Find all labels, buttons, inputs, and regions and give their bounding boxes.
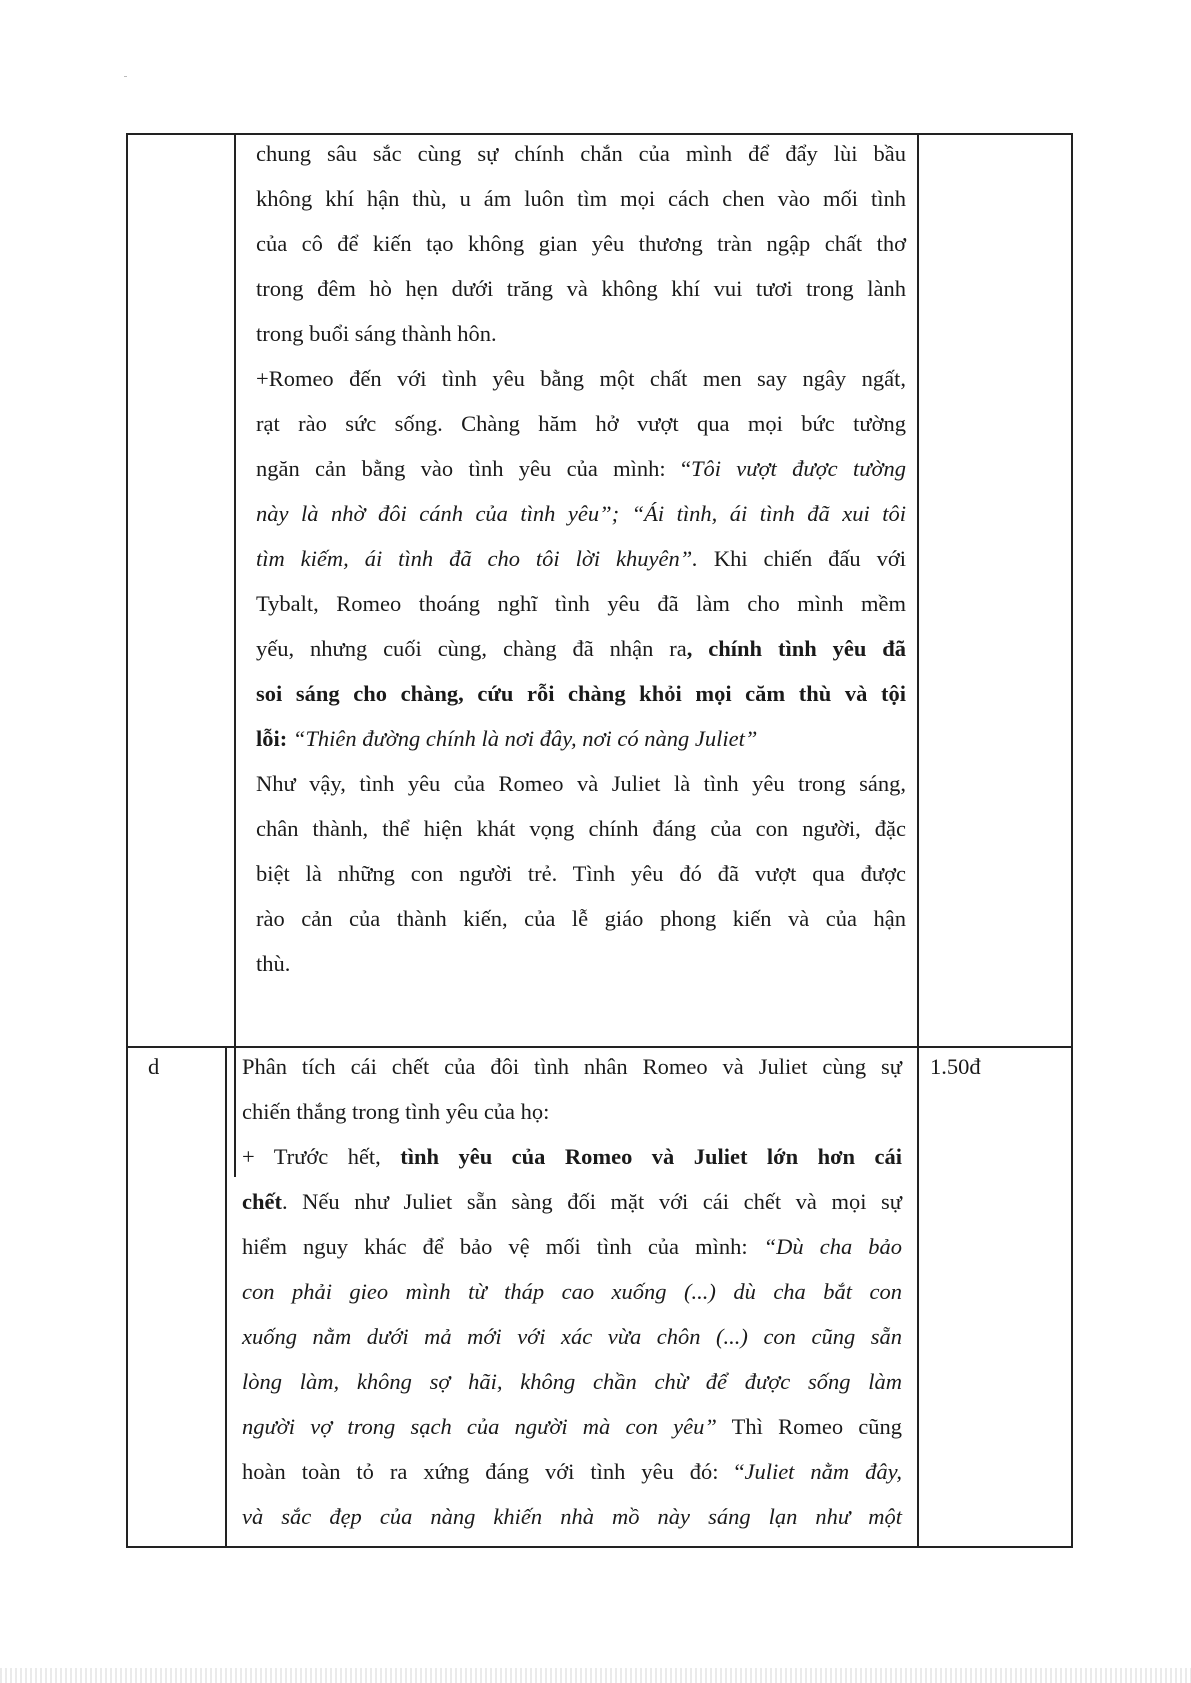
row1-text-segment: thù. [256, 951, 291, 976]
col-left-border [126, 133, 128, 1548]
row2-text-segment: Thì Romeo cũng [716, 1414, 902, 1439]
row1-line [256, 446, 906, 491]
row1-line [256, 761, 906, 806]
row1-text-segment: ngăn cản bằng vào tình yêu của mình: “ [256, 456, 691, 481]
row1-text-segment: rạt rào sức sống. Chàng hăm hở vượt qua mọi bức tường [256, 411, 906, 436]
row1-line [256, 536, 906, 581]
row2-line [242, 1179, 902, 1224]
row1-line [256, 221, 906, 266]
row1-text-segment: Như vậy, tình yêu của Romeo và Juliet là tình yêu trong sáng, [256, 771, 906, 796]
row2-text-segment: . Nếu như Juliet sẵn sàng đối mặt với cái chết và mọi sự [281, 1189, 902, 1214]
row1-text-segment: “Thiên đường chính là nơi đây, nơi có nàng Juliet” [287, 726, 758, 751]
row2-line [242, 1449, 902, 1494]
row1-text-segment: biệt là những con người trẻ. Tình yêu đó đã vượt qua được [256, 861, 906, 886]
row2-text-segment: hiểm nguy khác để bảo vệ mối tình của mình: [242, 1234, 764, 1259]
row1-text-segment: này là nhờ đôi cánh của tình yêu”; “Ái tình, ái tình đã xui tôi [256, 501, 906, 526]
row1-line [256, 851, 906, 896]
row2-score: 1.50đ [930, 1054, 981, 1079]
col-content-border-left-lower [225, 1046, 227, 1548]
row2-line [242, 1404, 902, 1449]
row1-line [256, 131, 906, 176]
row2-line [242, 1224, 902, 1269]
row1-text-segment: Tybalt, Romeo thoáng nghĩ tình yêu đã làm cho mình mềm [256, 591, 906, 616]
row2-text-segment: và sắc đẹp của nàng khiến nhà mồ này sáng lạn như một [242, 1504, 902, 1529]
row1-line [256, 356, 906, 401]
row2-label: d [148, 1054, 160, 1079]
row1-line [256, 266, 906, 311]
row1-line [256, 581, 906, 626]
col-content-border-left [234, 133, 236, 1177]
row1-line [256, 626, 906, 671]
row1-text-segment: , chính tình yêu đã [686, 636, 907, 661]
row1-text-segment: rào cản của thành kiến, của lễ giáo phong kiến và của hận [256, 906, 906, 931]
row2-text-segment: + Trước hết, [242, 1144, 401, 1169]
row2-line [242, 1359, 902, 1404]
row2-line [242, 1314, 902, 1359]
scan-mark [124, 76, 127, 77]
col-score-border-left [917, 133, 919, 1548]
row1-line [256, 806, 906, 851]
scan-bottom-strip [0, 1668, 1191, 1683]
row1-line [256, 671, 906, 716]
col-right-border [1071, 133, 1073, 1548]
row2-text-segment: tình yêu của Romeo và Juliet lớn hơn cái [400, 1144, 903, 1169]
row1-text-segment: soi sáng cho chàng, cứu rỗi chàng khỏi mọi căm thù và tội [256, 681, 906, 706]
row2-text-segment: Juliet nằm đây, [744, 1459, 902, 1484]
row2-text-segment: lòng làm, không sợ hãi, không chần chừ để được sống làm [242, 1369, 902, 1394]
row2-text-segment: chết [242, 1189, 282, 1214]
table-bottom-border [126, 1546, 1071, 1548]
row1-content [256, 131, 906, 986]
row1-text-segment: tìm kiếm, ái tình đã cho tôi lời khuyên”. [256, 546, 698, 571]
row2-text-segment: chiến thắng trong tình yêu của họ: [242, 1099, 550, 1124]
row1-text-segment: của cô để kiến tạo không gian yêu thương tràn ngập chất thơ [256, 231, 906, 256]
row2-text-segment: xuống nằm dưới mả mới với xác vừa chôn (...) con cũng sẵn [242, 1324, 902, 1349]
row1-line [256, 491, 906, 536]
row1-text-segment: Khi chiến đấu với [697, 546, 906, 571]
row1-line [256, 941, 906, 986]
row2-text-segment: người vợ trong sạch của người mà con yêu” [242, 1414, 717, 1439]
row2-line [242, 1089, 902, 1134]
row1-text-segment: trong buổi sáng thành hôn. [256, 321, 497, 346]
row2-line [242, 1044, 902, 1089]
row1-text-segment: không khí hận thù, u ám luôn tìm mọi cách chen vào mối tình [256, 186, 906, 211]
row1-line [256, 311, 906, 356]
row1-text-segment: yếu, nhưng cuối cùng, chàng đã nhận ra [256, 636, 687, 661]
row1-text-segment: lỗi: [256, 726, 288, 751]
row2-line [242, 1269, 902, 1314]
row1-text-segment: chân thành, thể hiện khát vọng chính đáng của con người, đặc [256, 816, 906, 841]
row2-line [242, 1134, 902, 1179]
row2-text-segment: hoàn toàn tỏ ra xứng đáng với tình yêu đó: “ [242, 1459, 745, 1484]
row1-line [256, 896, 906, 941]
row1-line [256, 716, 906, 761]
row1-text-segment: Tôi vượt được tường [690, 456, 906, 481]
row1-text-segment: chung sâu sắc cùng sự chính chắn của mình để đẩy lùi bầu [256, 141, 906, 166]
row1-text-segment: +Romeo đến với tình yêu bằng một chất men say ngây ngất, [256, 366, 906, 391]
row2-line [242, 1494, 902, 1539]
row2-text-segment: con phải gieo mình từ tháp cao xuống (...) dù cha bắt con [242, 1279, 902, 1304]
row2-content [242, 1044, 902, 1539]
row2-text-segment: “Dù cha bảo [763, 1234, 903, 1259]
row1-line [256, 176, 906, 221]
row1-text-segment: trong đêm hò hẹn dưới trăng và không khí vui tươi trong lành [256, 276, 906, 301]
row2-text-segment: Phân tích cái chết của đôi tình nhân Romeo và Juliet cùng sự [242, 1054, 902, 1079]
row1-line [256, 401, 906, 446]
